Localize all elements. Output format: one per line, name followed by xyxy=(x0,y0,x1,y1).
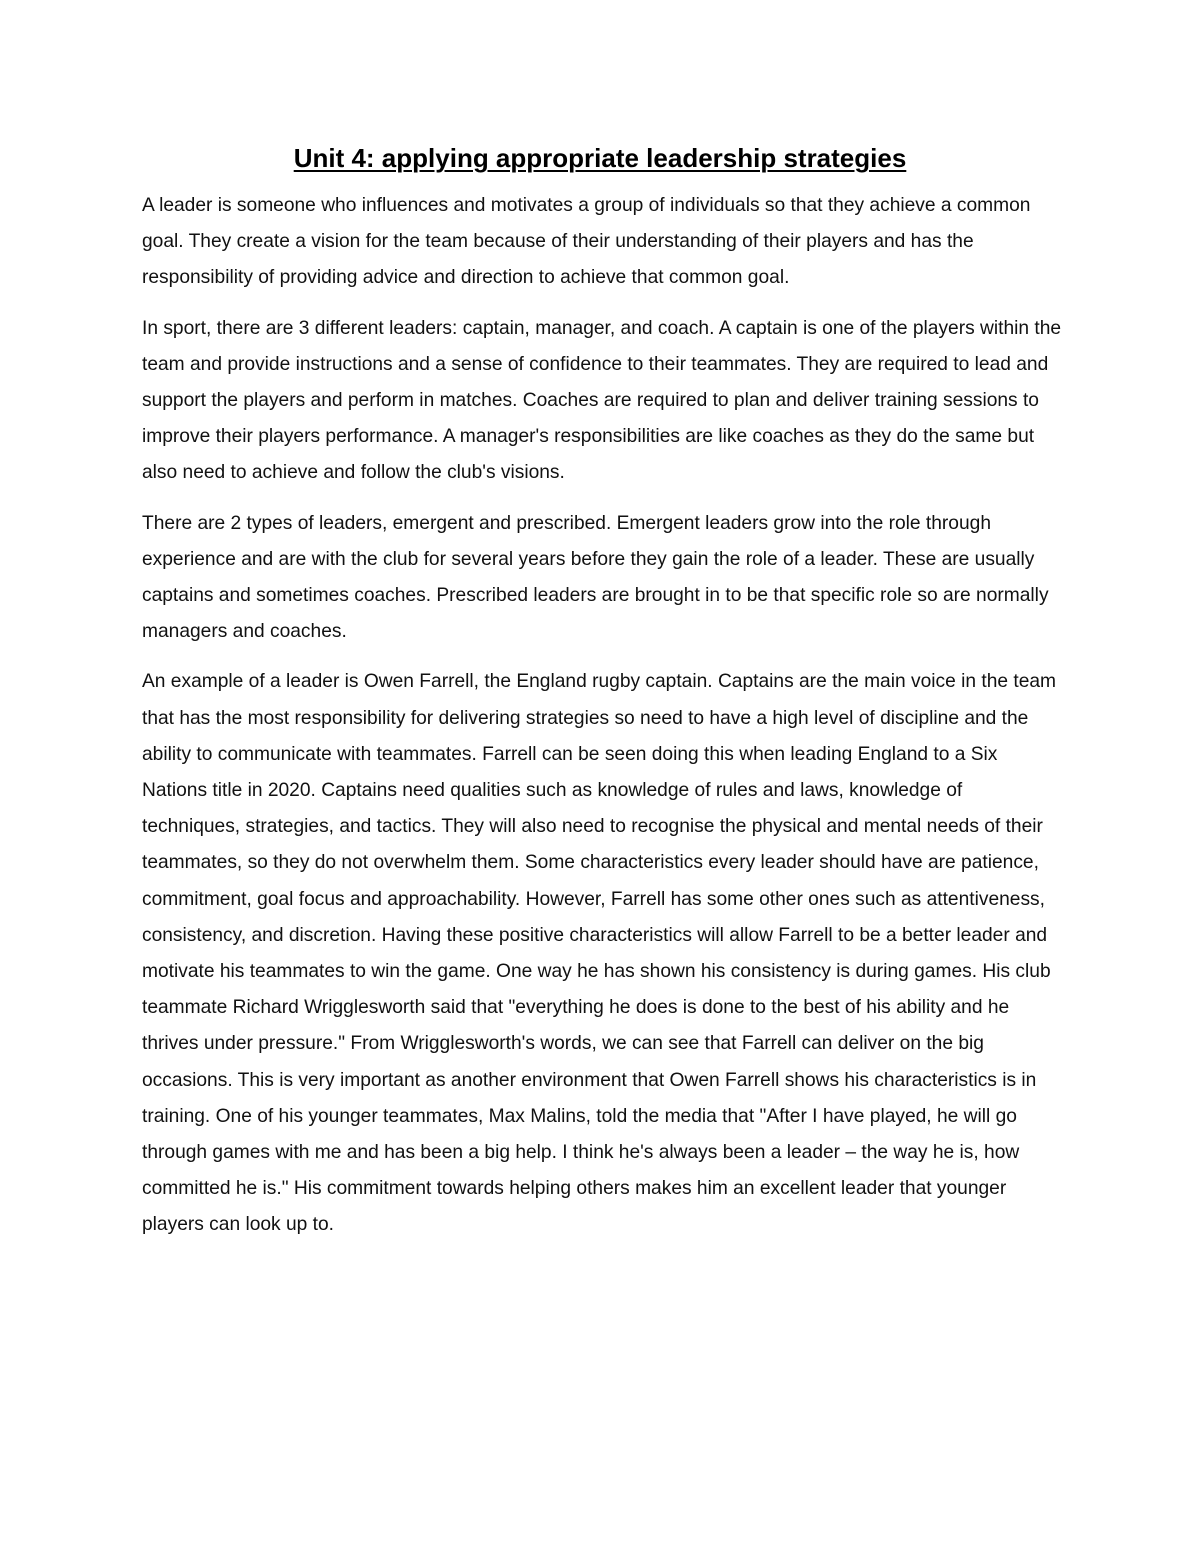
paragraph-owen-farrell-example: An example of a leader is Owen Farrell, the England rugby captain. Captains are the main voice in the team that has the most responsibility for delivering strategies so need to have a high level of discipline and the ability to communicate with teammates. Farrell can be seen doing this when leading England to a Six Nations title in 2020. Captains need qualities such as knowledge of rules and laws, knowledge of techniques, strategies, and tactics. They will also need to recognise the physical and mental needs of their teammates, so they do not overwhelm them. Some characteristics every leader should have are patience, commitment, goal focus and approachability. However, Farrell has some other ones such as attentiveness, consistency, and discretion. Having these positive characteristics will allow Farrell to be a better leader and motivate his teammates to win the game. One way he has shown his consistency is during games. His club teammate Richard Wrigglesworth said that "everything he does is done to the best of his ability and he thrives under pressure." From Wrigglesworth's words, we can see that Farrell can deliver on the big occasions. This is very important as another environment that Owen Farrell shows his characteristics is in training. One of his younger teammates, Max Malins, told the media that "After I have played, he will go through games with me and has been a big help. I think he's always been a leader – the way he is, how committed he is." His commitment towards helping others makes him an excellent leader that younger players can look up to. xyxy=(142,671,1057,1236)
paragraph-leader-definition: A leader is someone who influences and motivates a group of individuals so that they achieve a common goal. They create a vision for the team because of their understanding of their players and has the responsibility of providing advice and direction to achieve that common goal. xyxy=(142,195,1031,289)
document-title: Unit 4: applying appropriate leadership strategies xyxy=(293,143,907,173)
paragraph-types-of-leaders-in-sport: In sport, there are 3 different leaders: captain, manager, and coach. A captain is one of the players within the team and provide instructions and a sense of confidence to their teammates. They are required to lead and support the players and perform in matches. Coaches are required to plan and deliver training sessions to improve their players performance. A manager's responsibilities are like coaches as they do the same but also need to achieve and follow the club's visions. xyxy=(142,317,1062,484)
paragraph-emergent-prescribed: There are 2 types of leaders, emergent and prescribed. Emergent leaders grow into the role through experience and are with the club for several years before they gain the role of a leader. These are usually captains and sometimes coaches. Prescribed leaders are brought in to be that specific role so are normally managers and coaches. xyxy=(142,512,1049,643)
document-body xyxy=(142,188,1062,1258)
